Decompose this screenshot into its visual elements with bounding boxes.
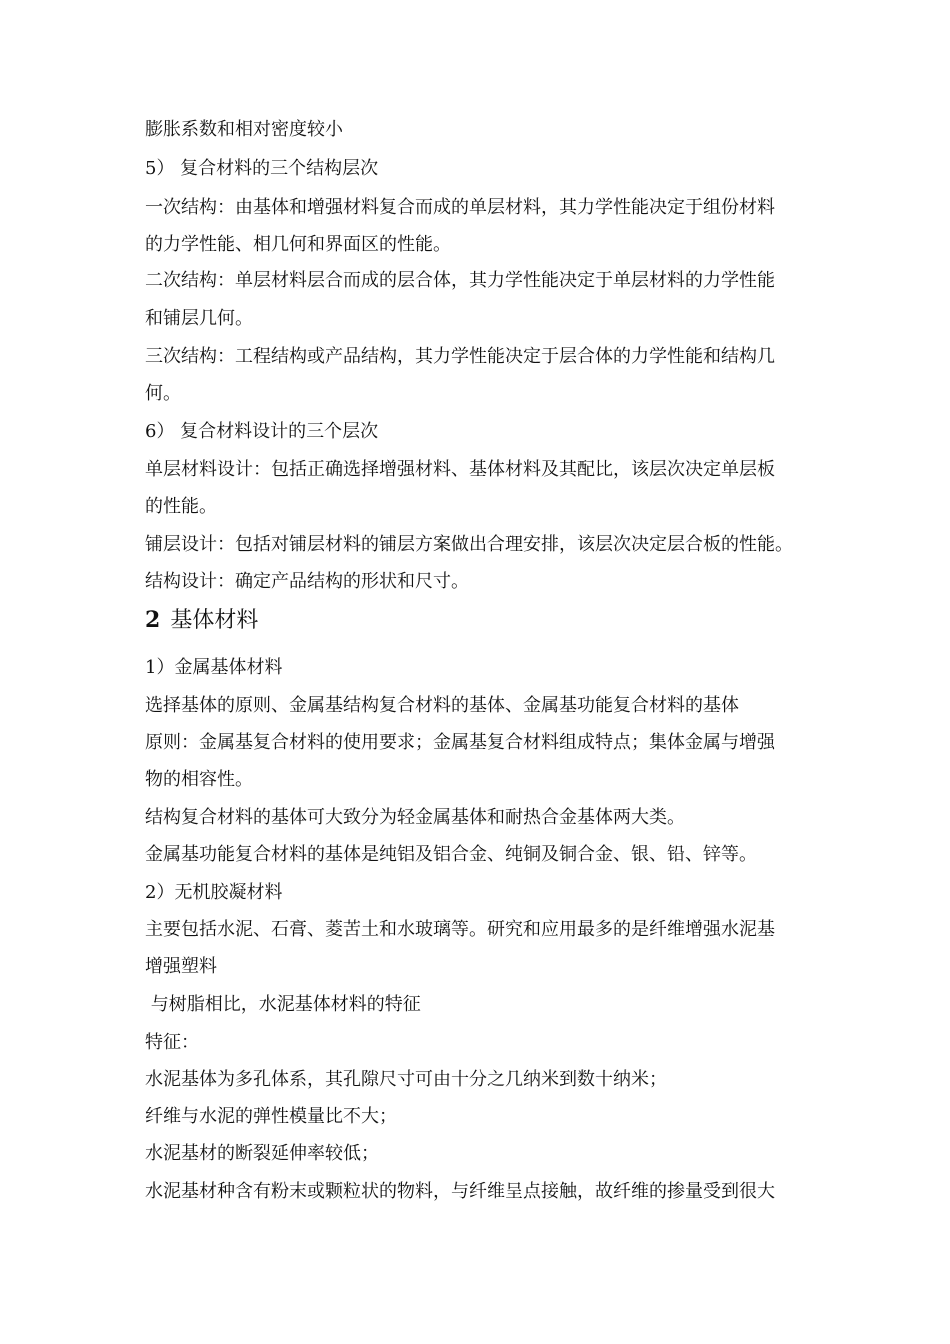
text-line: 和铺层几何。 xyxy=(145,308,253,329)
section-title: 基体材料 xyxy=(170,608,259,633)
section-heading xyxy=(145,606,258,635)
text-line: 原则：金属基复合材料的使用要求；金属基复合材料组成特点；集体金属与增强 xyxy=(145,732,775,753)
text-line: 何。 xyxy=(145,383,181,404)
text-line: 三次结构：工程结构或产品结构，其力学性能决定于层合体的力学性能和结构几 xyxy=(145,346,775,367)
text-line: 单层材料设计：包括正确选择增强材料、基体材料及其配比，该层次决定单层板 xyxy=(145,459,775,480)
text-line: 主要包括水泥、石膏、菱苦土和水玻璃等。研究和应用最多的是纤维增强水泥基 xyxy=(145,919,775,940)
text-line: 的力学性能、相几何和界面区的性能。 xyxy=(145,234,451,255)
text-line: 水泥基材的断裂延伸率较低； xyxy=(145,1143,379,1164)
text-line: 纤维与水泥的弹性模量比不大； xyxy=(145,1106,397,1127)
text-line: 一次结构：由基体和增强材料复合而成的单层材料，其力学性能决定于组份材料 xyxy=(145,197,775,218)
text-line: 的性能。 xyxy=(145,496,217,517)
text-line: 二次结构：单层材料层合而成的层合体，其力学性能决定于单层材料的力学性能 xyxy=(145,270,775,291)
list-heading-6: 6） 复合材料设计的三个层次 xyxy=(145,421,379,442)
text-line: 与树脂相比，水泥基体材料的特征 xyxy=(145,994,421,1015)
text-line: 选择基体的原则、金属基结构复合材料的基体、金属基功能复合材料的基体 xyxy=(145,695,739,716)
text-line: 物的相容性。 xyxy=(145,769,253,790)
subsection-heading: 2）无机胶凝材料 xyxy=(145,882,283,903)
text-line: 铺层设计：包括对铺层材料的铺层方案做出合理安排，该层次决定层合板的性能。 xyxy=(145,534,793,555)
text-line: 增强塑料 xyxy=(145,956,217,977)
text-line: 结构设计：确定产品结构的形状和尺寸。 xyxy=(145,571,469,592)
text-line: 金属基功能复合材料的基体是纯铝及铝合金、纯铜及铜合金、银、铅、锌等。 xyxy=(145,844,757,865)
text-line: 膨胀系数和相对密度较小 xyxy=(145,119,343,140)
subsection-heading: 1）金属基体材料 xyxy=(145,657,283,678)
text-line: 水泥基材种含有粉末或颗粒状的物料，与纤维呈点接触，故纤维的掺量受到很大 xyxy=(145,1181,775,1202)
text-line: 水泥基体为多孔体系，其孔隙尺寸可由十分之几纳米到数十纳米； xyxy=(145,1069,667,1090)
section-number: 2 xyxy=(145,607,161,633)
text-line: 特征： xyxy=(145,1032,199,1053)
list-heading-5: 5） 复合材料的三个结构层次 xyxy=(145,158,379,179)
text-line: 结构复合材料的基体可大致分为轻金属基体和耐热合金基体两大类。 xyxy=(145,807,685,828)
